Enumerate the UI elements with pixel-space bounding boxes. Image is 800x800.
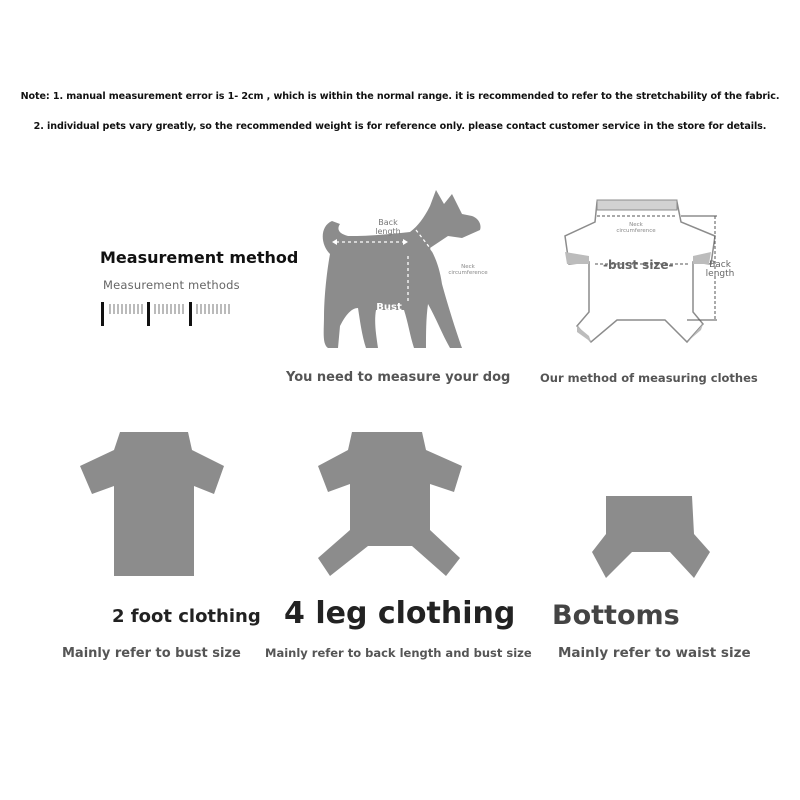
two-foot-clothing-ref: Mainly refer to bust size	[62, 646, 241, 661]
dog-bust-label: Bust size	[376, 302, 402, 324]
measurement-method-title: Measurement method	[100, 248, 299, 267]
dog-caption: You need to measure your dog	[286, 370, 511, 385]
two-foot-clothing-icon	[78, 428, 228, 578]
dog-back-length-label: Back length	[375, 218, 401, 236]
bottoms-icon	[590, 494, 712, 584]
ruler-icon	[101, 300, 233, 328]
measurement-method-subtitle: Measurement methods	[103, 278, 240, 292]
bottoms-label: Bottoms	[552, 600, 680, 631]
two-foot-clothing-label: 2 foot clothing	[112, 606, 261, 627]
note-line-2: 2. individual pets vary greatly, so the recommended weight is for reference only. please contact customer service in the store for details.	[33, 121, 767, 132]
four-leg-clothing-label: 4 leg clothing	[284, 596, 516, 631]
clothes-neck-label: Neck circumference	[616, 222, 656, 234]
dog-neck-label: Neck circumference	[448, 264, 488, 276]
clothes-bust-label: -bust size-	[603, 258, 674, 272]
clothes-caption: Our method of measuring clothes	[540, 371, 758, 385]
bottoms-ref: Mainly refer to waist size	[558, 645, 751, 661]
clothes-back-length-label: Back length	[705, 260, 735, 279]
four-leg-clothing-ref: Mainly refer to back length and bust size	[265, 646, 532, 660]
note-line-1: Note: 1. manual measurement error is 1- 2cm , which is within the normal range. it is recommended to refer to the stretchability of the fabric.	[20, 91, 780, 102]
four-leg-clothing-icon	[316, 430, 466, 580]
